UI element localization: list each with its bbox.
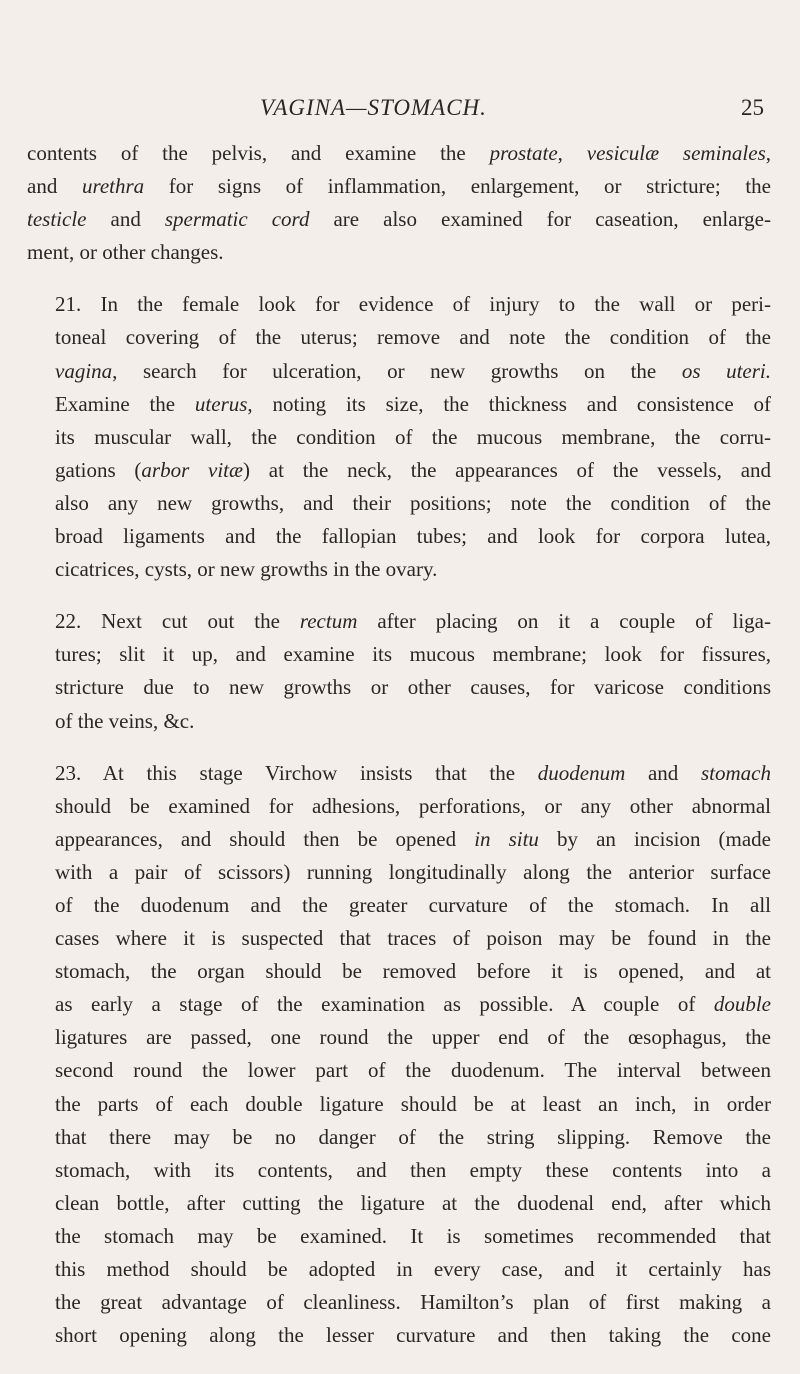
italic-term: urethra — [81, 174, 145, 199]
italic-term: stomach — [701, 760, 771, 785]
text-run: the great advantage of cleanliness. Hamilton’s plan of first making a — [55, 1290, 771, 1315]
text-line — [27, 988, 771, 1021]
text-line — [27, 1154, 771, 1187]
text-line — [27, 757, 771, 790]
text-run: for signs of inflammation, enlargement, or stricture; the — [144, 174, 771, 199]
text-run: contents of the pelvis, and examine the — [27, 141, 490, 165]
text-run: appearances, and should then be opened — [55, 826, 475, 851]
text-line — [27, 1021, 771, 1054]
text-line — [27, 1088, 771, 1121]
text-line — [27, 1286, 771, 1319]
text-line — [27, 553, 771, 586]
text-run: the stomach may be examined. It is sometimes recommended that — [55, 1223, 771, 1248]
text-run: and — [27, 174, 82, 199]
text-line — [27, 520, 771, 553]
text-line — [27, 1220, 771, 1253]
running-head — [0, 95, 800, 129]
text-run: 21. In the female look for evidence of injury to the wall or peri- — [55, 292, 771, 317]
text-run: ment, or other changes. — [27, 240, 224, 265]
text-run: , — [557, 141, 587, 165]
text-run: with a pair of scissors) running longitudinally along the anterior surface — [55, 859, 771, 884]
text-run: also any new growths, and their positions; note the condition of the — [55, 490, 771, 515]
text-line — [27, 321, 771, 354]
text-line — [27, 671, 771, 704]
italic-term: os uteri. — [681, 358, 772, 383]
text-run: short opening along the lesser curvature and then taking the cone — [55, 1323, 771, 1348]
text-line — [27, 236, 771, 269]
italic-term: uterus — [194, 391, 248, 416]
text-line — [27, 638, 771, 671]
text-line — [27, 288, 771, 321]
text-run: cicatrices, cysts, or new growths in the ovary. — [55, 557, 438, 582]
text-line — [27, 487, 771, 520]
text-line — [27, 1121, 771, 1154]
page-number: 25 — [741, 95, 764, 120]
paragraph — [27, 757, 771, 1353]
text-run: , — [765, 141, 771, 165]
text-run: and — [86, 207, 165, 232]
text-run: , search for ulceration, or new growths on the — [112, 358, 682, 383]
italic-term: double — [713, 992, 771, 1017]
text-line — [27, 355, 771, 388]
text-line — [27, 823, 771, 856]
text-run: as early a stage of the examination as possible. A couple of — [55, 992, 714, 1017]
text-run: stomach, the organ should be removed before it is opened, and at — [55, 959, 771, 984]
text-run: and — [625, 760, 701, 785]
text-run: second round the lower part of the duodenum. The interval between — [55, 1058, 771, 1083]
text-run: 23. At this stage Virchow insists that the — [55, 760, 538, 785]
text-line — [27, 454, 771, 487]
italic-term: prostate — [489, 141, 558, 165]
text-run: are also examined for caseation, enlarge- — [309, 207, 771, 232]
paragraph — [27, 288, 771, 586]
body-text — [27, 137, 771, 1352]
text-line — [27, 1187, 771, 1220]
italic-term: rectum — [299, 609, 358, 634]
text-line — [27, 605, 771, 638]
text-run: broad ligaments and the fallopian tubes; and look for corpora lutea, — [55, 524, 771, 549]
text-run: 22. Next cut out the — [55, 609, 300, 634]
italic-term: vagina — [55, 358, 113, 383]
italic-term: duodenum — [537, 760, 626, 785]
paragraph — [27, 137, 771, 269]
text-run: that there may be no danger of the string slipping. Remove the — [55, 1124, 771, 1149]
text-run: stomach, with its contents, and then empty these contents into a — [55, 1157, 771, 1182]
text-run: should be examined for adhesions, perforations, or any other abnormal — [55, 793, 771, 818]
text-run: its muscular wall, the condition of the mucous membrane, the corru- — [55, 424, 771, 449]
text-run: this method should be adopted in every case, and it certainly has — [55, 1257, 771, 1281]
text-line — [27, 889, 771, 922]
text-line — [27, 170, 771, 203]
text-line — [27, 955, 771, 988]
text-line — [27, 203, 771, 236]
text-run: Examine the — [55, 391, 195, 416]
text-run: , noting its size, the thickness and consistence of — [247, 391, 771, 416]
text-line — [27, 1253, 771, 1286]
text-run: of the veins, &c. — [55, 708, 195, 733]
text-run: of the duodenum and the greater curvature of the stomach. In all — [55, 892, 771, 917]
text-run: tures; slit it up, and examine its mucous membrane; look for fissures, — [55, 642, 771, 667]
text-run: cases where it is suspected that traces of poison may be found in the — [55, 926, 771, 951]
text-line — [27, 922, 771, 955]
text-line — [27, 856, 771, 889]
paragraph — [27, 605, 771, 737]
italic-term: in situ — [474, 826, 539, 851]
text-run: stricture due to new growths or other causes, for varicose conditions — [55, 675, 771, 700]
text-line — [27, 421, 771, 454]
text-line — [27, 388, 771, 421]
text-run: ligatures are passed, one round the upper end of the œsophagus, the — [55, 1025, 771, 1050]
text-line — [27, 790, 771, 823]
text-line — [27, 705, 771, 738]
running-title: VAGINA—STOMACH. — [260, 95, 487, 120]
text-run: after placing on it a couple of liga- — [357, 609, 771, 634]
text-line — [27, 1054, 771, 1087]
italic-term: arbor vitæ — [141, 457, 244, 482]
italic-term: spermatic cord — [164, 207, 310, 232]
text-line — [27, 137, 771, 170]
text-run: gations ( — [55, 457, 142, 482]
italic-term: vesiculæ seminales — [586, 141, 766, 165]
text-run: the parts of each double ligature should be at least an inch, in order — [55, 1091, 771, 1116]
text-run: clean bottle, after cutting the ligature at the duodenal end, after which — [55, 1190, 771, 1215]
text-line — [27, 1319, 771, 1352]
text-run: by an incision (made — [538, 826, 771, 851]
italic-term: testicle — [27, 207, 87, 232]
text-run: ) at the neck, the appearances of the vessels, and — [243, 457, 772, 482]
text-run: toneal covering of the uterus; remove and note the condition of the — [55, 325, 771, 350]
